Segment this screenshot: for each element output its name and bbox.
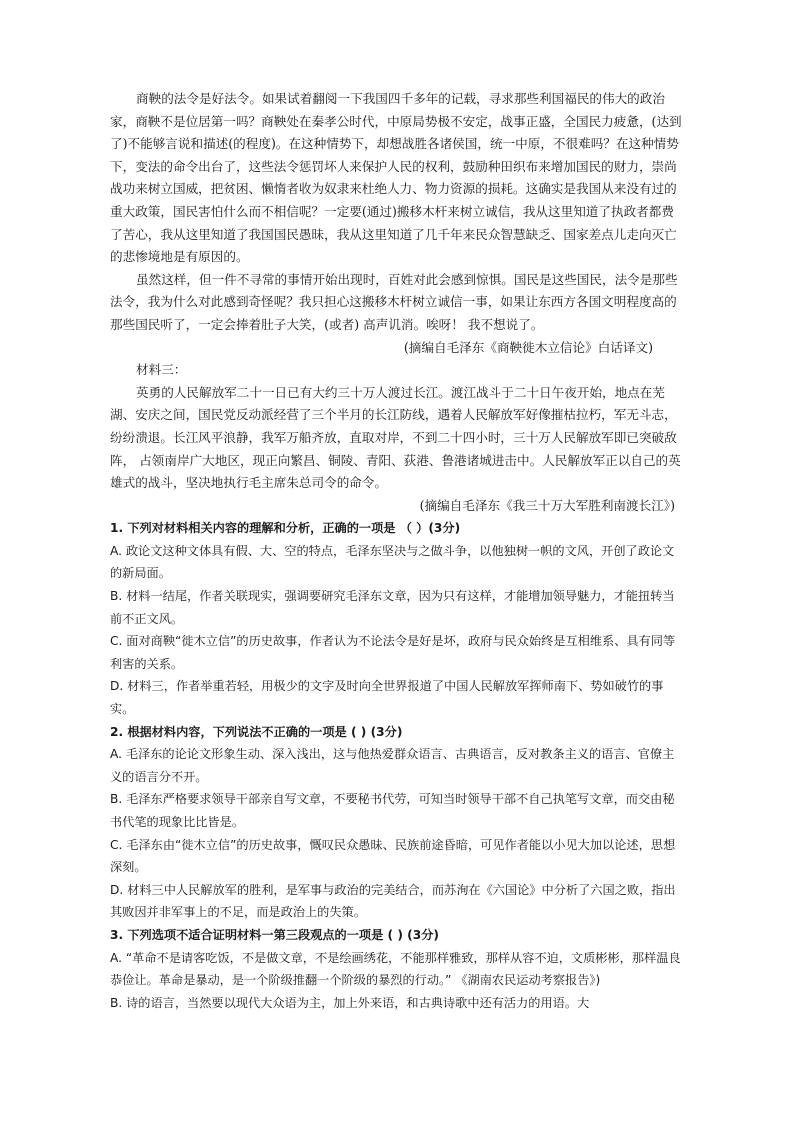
option-a: A. 毛泽东的论论文形象生动、深入浅出，这与他热爱群众语言、古典语言，反对教条主义的语言、官僚主义的语言分不开。 [110,747,675,784]
material-three-heading: 材料三： [136,362,187,378]
option-d: D. 材料三，作者举重若轻，用极少的文字及时向全世界报道了中国人民解放军挥师南下、势如破竹的事实。 [110,679,664,717]
question-stem: 1. 下列对材料相关内容的理解和分析，正确的一项是 （ ）(3分) [110,521,461,536]
paragraph-nevertheless: 虽然这样，但一件不寻常的事情开始出现时，百姓对此会感到惊惧。国民是这些国民，法令是那些法令，我为什么对此感到奇怪呢？我只担心这搬移木杆树立诚信一事，如果让东西方各国文明程度高的那些国民听了，一定会捧着肚子大笑，(或者) 高声讥消。唉呀！ 我不想说了。 [110,271,678,332]
option-a: A. “革命不是请客吃饭，不是做文章，不是绘画绣花，不能那样雅致，那样从容不迫，文质彬彬，那样温良恭俭让。革命是暴动，是一个阶级推翻一个阶级的暴烈的行动。” 《湖南农民运动考察报告》) [110,950,681,988]
option-d: D. 材料三中人民解放军的胜利，是军事与政治的完美结合，而苏洵在《六国论》中分析了六国之败，指出其败因并非军事上的不足，而是政治上的失策。 [110,882,676,920]
source-citation-1: (摘编自毛泽东《商鞅徙木立信论》白话译文) [403,339,653,355]
option-c: C. 毛泽东由“徙木立信”的历史故事，慨叹民众愚昧、民族前途昏暗，可见作者能以小见大加以论述，思想深刻。 [110,837,676,875]
option-b: B. 材料一结尾，作者关联现实，强调要研究毛泽东文章，因为只有这样，才能增加领导魅力，才能扭转当前不正文风。 [110,589,675,626]
option-c: C. 面对商鞅“徙木立信”的历史故事，作者认为不论法令是好是坏，政府与民众始终是互相维系、具有同等利害的关系。 [110,634,676,671]
question-3 [110,924,685,1014]
paragraph-shang-yang-law: 商鞅的法令是好法令。如果试着翻阅一下我国四千多年的记载，寻求那些利国福民的伟大的政治家，商鞅不是位居第一吗？商鞅处在秦孝公时代，中原局势极不安定，战事正盛，全国民力疲惫，(达到了)不能够言说和描述(的程度)。在这种情势下，却想战胜各诸侯国，统一中原，不很难吗？在这种情势下，变法的命令出台了，这些法令惩罚坏人来保护人民的权利，鼓励种田织布来增加国民的财力，崇尚战功来树立国威，把贫困、懒惰者收为奴隶来杜绝人力、物力资源的损耗。这确实是我国从来没有过的重大政策，国民害怕什么而不相信呢？一定要(通过)搬移木杆来树立诚信，我从这里知道了执政者都费了苦心，我从这里知道了我国国民愚昧，我从这里知道了几千年来民众智慧缺乏、国家差点儿走向灭亡的悲惨境地是有原因的。 [110,91,682,265]
question-2 [110,721,685,924]
option-a: A. 政论文这种文体具有假、大、空的特点，毛泽东坚决与之做斗争，以他独树一帜的文风，开创了政论文的新局面。 [110,543,675,581]
option-b: B. 诗的语言，当然要以现代大众语为主，加上外来语，和古典诗歌中还有活力的用语。大 [110,995,590,1010]
option-b: B. 毛泽东严格要求领导干部亲自写文章，不要秘书代劳，可知当时领导干部不自己执笔写文章，而交由秘书代笔的现象比比皆是。 [110,792,675,829]
source-citation-2: (摘编自毛泽东《我三十万大军胜利南渡长江》) [419,497,675,513]
document-body [110,88,685,1014]
question-stem: 3. 下列选项不适合证明材料一第三段观点的一项是 ( ) (3分) [110,927,439,942]
question-1 [110,517,685,720]
paragraph-pla-yangtze: 英勇的人民解放军二十一日已有大约三十万人渡过长江。渡江战斗于二十日午夜开始，地点在芜湖、安庆之间，国民党反动派经营了三个半月的长江防线，遇着人民解放军好像摧枯拉朽，军无斗志，纷纷溃退。长江风平浪静，我军万船齐放，直取对岸，不到二十四小时，三十万人民解放军即已突破敌阵， 占领南岸广大地区，现正向繁昌、铜陵、青阳、荻港、鲁港诸城进击中。人民解放军正以自己的英雄式的战斗，坚决地执行毛主席朱总司令的命令。 [110,384,681,491]
question-stem: 2. 根据材料内容，下列说法不正确的一项是 ( ) (3分) [110,724,403,739]
